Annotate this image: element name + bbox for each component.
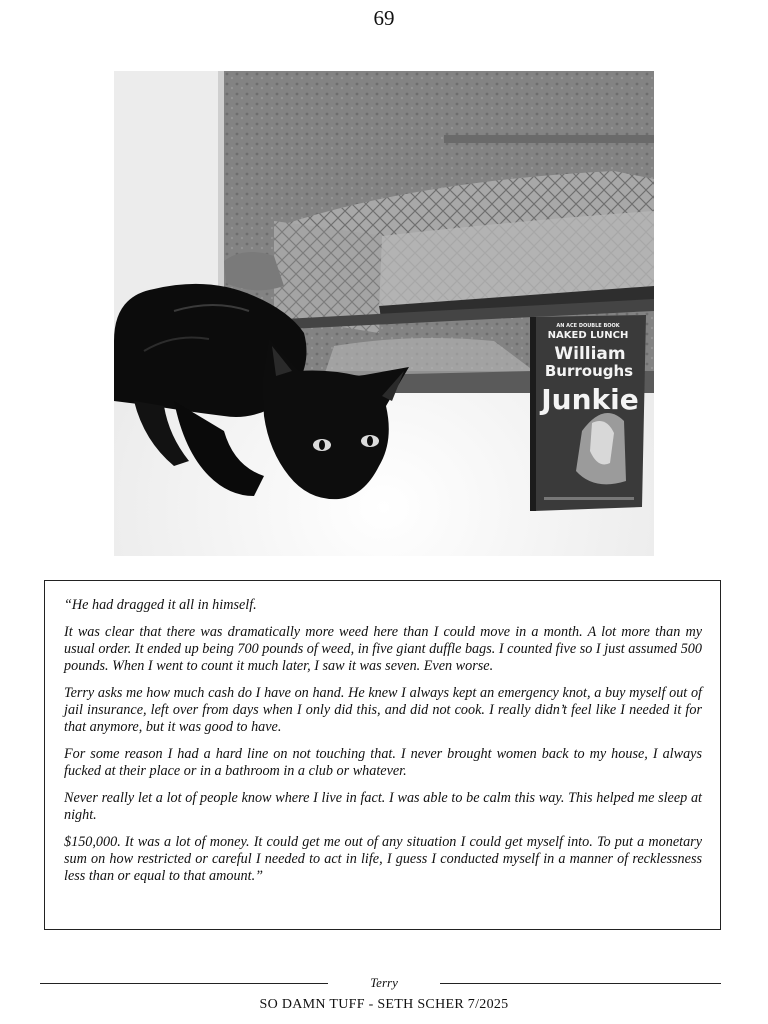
- book-author-last: Burroughs: [544, 362, 634, 380]
- photo-illustration: [114, 71, 654, 556]
- book-title-main: Junkie: [541, 383, 639, 416]
- junkie-book: [530, 315, 646, 511]
- book-series-line: AN ACE DOUBLE BOOK: [556, 323, 620, 329]
- book-author-first: William: [554, 344, 626, 364]
- story-paragraph: It was clear that there was dramatically more weed here than I could move in a month. A lot more than my usual order. It ended up being 700 pounds of weed, in five giant duffle bags. I counted five so I just assumed 500 pounds. When I went to count it much later, I saw it was seven. Even worse.: [64, 624, 702, 674]
- book-title-top: NAKED LUNCH: [547, 330, 629, 341]
- page-number: 69: [373, 6, 395, 30]
- footer-credit: SO DAMN TUFF - SETH SCHER 7/2025: [259, 997, 509, 1012]
- footer-rule-left: [40, 983, 328, 984]
- story-text-box: [44, 580, 721, 930]
- story-paragraph: $150,000. It was a lot of money. It could get me out of any situation I could get myself into. To put a monetary sum on how restricted or careful I needed to act in life, I guess I conducted myself in a manner of recklessness less than or equal to that amount.”: [64, 834, 702, 884]
- story-paragraph: For some reason I had a hard line on not touching that. I never brought women back to my house, I always fucked at their place or in a bathroom in a club or whatever.: [64, 746, 702, 779]
- story-paragraph: “He had dragged it all in himself.: [64, 597, 257, 613]
- footer-rule-right: [440, 983, 721, 984]
- story-paragraph: Terry asks me how much cash do I have on hand. He knew I always kept an emergency knot, a buy myself out of jail insurance, left over from days when I only did this, and did not cook. I really didn’t feel like I needed it for that anymore, but it was good to have.: [64, 685, 702, 735]
- story-paragraph: Never really let a lot of people know where I live in fact. I was able to be calm this way. This helped me sleep at night.: [64, 790, 702, 823]
- black-cat-photo: [114, 71, 654, 556]
- footer-chapter-title: Terry: [370, 975, 398, 990]
